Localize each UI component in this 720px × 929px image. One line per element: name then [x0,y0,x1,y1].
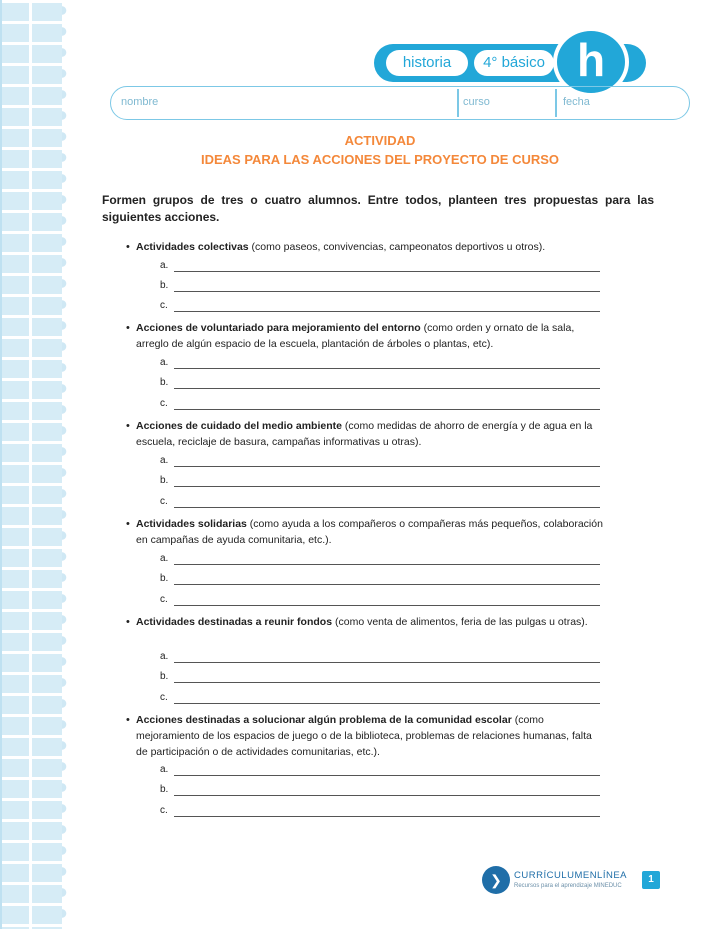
answer-letter: c. [160,594,168,605]
answer-letter: a. [160,651,169,662]
footer-tagline: Recursos para el aprendizaje MINEDUC [514,883,622,889]
answer-line[interactable] [160,377,600,393]
answer-line[interactable] [160,280,600,296]
section-heading: Actividades destinadas a reunir fondos [136,616,333,628]
answer-line[interactable] [160,455,600,471]
answer-letter: b. [160,377,169,388]
answer-line[interactable] [160,553,600,569]
answer-line[interactable] [160,357,600,373]
section-item [126,418,606,450]
section-heading: Acciones destinadas a solucionar algún problema de la comunidad escolar [136,714,512,726]
section-description: (como orden y ornato de la sala, arreglo de algún espacio de la escuela, plantación de árboles o plantas, etc). [136,322,575,350]
section-item [126,320,606,352]
answer-underline [174,507,600,508]
section-heading: Acciones de cuidado del medio ambiente [136,420,342,432]
answer-letter: c. [160,398,168,409]
answer-line[interactable] [160,594,600,610]
date-field-label: fecha [563,96,590,108]
answer-underline [174,388,600,389]
answer-underline [174,775,600,776]
bullet-icon: • [126,322,130,334]
subject-logo: h [553,27,629,97]
section-heading: Actividades solidarias [136,518,247,530]
answer-underline [174,311,600,312]
answer-underline [174,605,600,606]
answer-line[interactable] [160,475,600,491]
answer-letter: c. [160,692,168,703]
answer-letter: a. [160,357,169,368]
answer-underline [174,584,600,585]
bullet-icon: • [126,518,130,530]
curriculum-logo-icon: ❯ [482,866,510,894]
bullet-icon: • [126,714,130,726]
section-description: (como ayuda a los compañeros o compañeras más pequeños, colaboración en campañas de ayuda comunitaria, etc.). [136,518,603,546]
page-number: 1 [642,871,660,889]
answer-letter: a. [160,260,169,271]
decorative-side-strip [0,0,62,929]
course-field-label: curso [463,96,490,108]
answer-letter: b. [160,475,169,486]
answer-letter: a. [160,764,169,775]
divider [555,89,557,117]
grade-badge: 4° básico [474,50,554,76]
name-field-label: nombre [121,96,159,108]
decorative-strip-edge [62,0,68,929]
answer-underline [174,291,600,292]
answer-underline [174,662,600,663]
section-item [126,239,606,255]
answer-underline [174,564,600,565]
answer-line[interactable] [160,764,600,780]
answer-line[interactable] [160,398,600,414]
section-heading: Acciones de voluntariado para mejoramiento del entorno [136,322,421,334]
divider [457,89,459,117]
section-item [126,516,606,548]
answer-letter: b. [160,671,169,682]
student-info-bar [110,86,690,120]
answer-letter: b. [160,280,169,291]
answer-line[interactable] [160,671,600,687]
section-item [126,712,606,760]
answer-line[interactable] [160,496,600,512]
answer-underline [174,368,600,369]
answer-letter: c. [160,300,168,311]
activity-subtitle: IDEAS PARA LAS ACCIONES DEL PROYECTO DE CURSO [200,152,560,167]
answer-underline [174,466,600,467]
section-heading: Actividades colectivas [136,241,249,253]
instructions: Formen grupos de tres o cuatro alumnos. Entre todos, planteen tres propuestas para las siguientes acciones. [102,193,654,224]
answer-underline [174,816,600,817]
answer-letter: c. [160,496,168,507]
answer-underline [174,682,600,683]
section-description: (como venta de alimentos, feria de las pulgas u otras). [332,616,588,628]
answer-letter: b. [160,573,169,584]
answer-underline [174,703,600,704]
section-item [126,614,606,630]
answer-line[interactable] [160,260,600,276]
answer-letter: a. [160,455,169,466]
bullet-icon: • [126,420,130,432]
bullet-icon: • [126,616,130,628]
subject-badge: historia [386,50,468,76]
answer-line[interactable] [160,651,600,667]
activity-title: ACTIVIDAD [344,133,416,148]
section-description: (como mejoramiento de los espacios de juego o de la biblioteca, problemas de relaciones humanas, falta de participación o de actividades comunitarias, etc.). [136,714,592,758]
answer-line[interactable] [160,692,600,708]
answer-line[interactable] [160,300,600,316]
answer-line[interactable] [160,805,600,821]
answer-underline [174,271,600,272]
answer-underline [174,409,600,410]
bullet-icon: • [126,241,130,253]
answer-letter: a. [160,553,169,564]
answer-letter: b. [160,784,169,795]
answer-underline [174,795,600,796]
answer-letter: c. [160,805,168,816]
section-description: (como medidas de ahorro de energía y de agua en la escuela, reciclaje de basura, campañas informativas u otras). [136,420,593,448]
answer-underline [174,486,600,487]
section-description: (como paseos, convivencias, campeonatos deportivos u otros). [248,241,546,253]
footer-brand: CURRÍCULUMENLÍNEA [514,870,628,881]
answer-line[interactable] [160,784,600,800]
answer-line[interactable] [160,573,600,589]
